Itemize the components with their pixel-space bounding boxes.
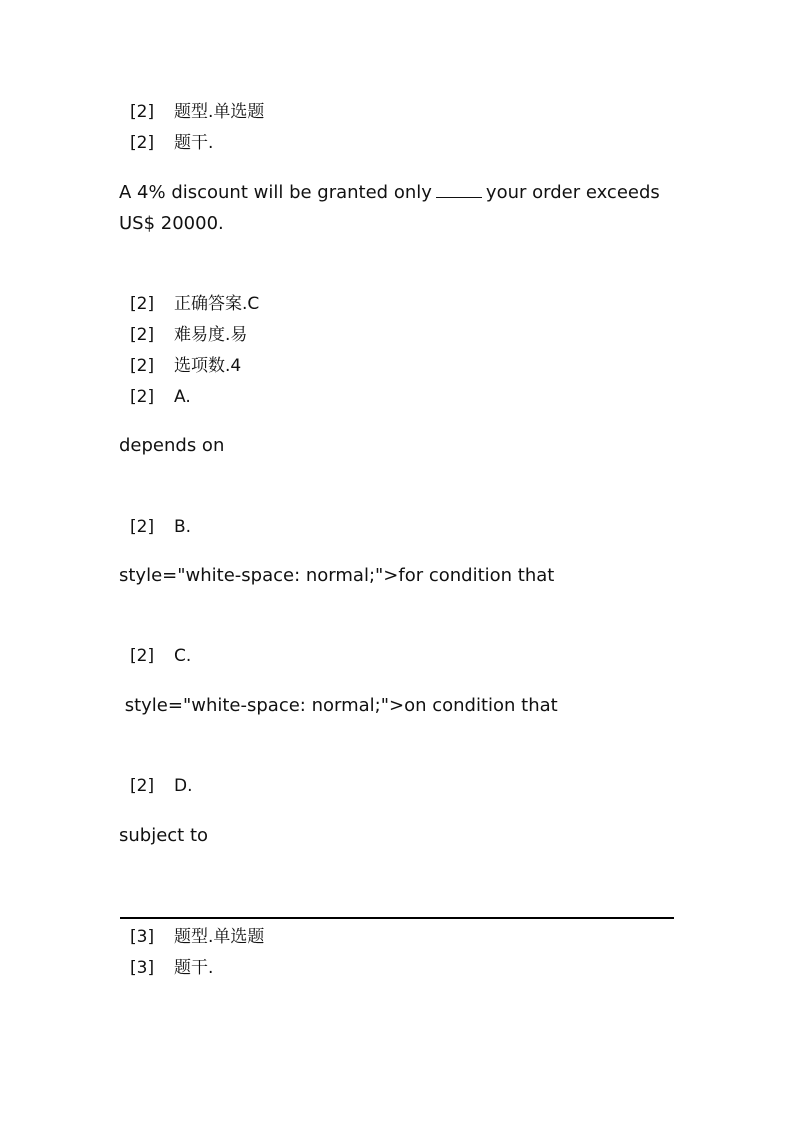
question-divider xyxy=(120,917,674,919)
option-b-number: [2] xyxy=(130,517,155,537)
option-d-text: subject to xyxy=(119,825,209,846)
option-a-label-line xyxy=(130,386,191,408)
option-a-letter: A. xyxy=(174,387,191,407)
q2-stem-part1: A 4% discount will be granted only xyxy=(119,182,432,203)
q2-difficulty-text: 难易度.易 xyxy=(174,325,248,345)
q2-option-count-number: [2] xyxy=(130,356,155,376)
q2-stem-text-line1 xyxy=(119,177,660,208)
option-d-letter: D. xyxy=(174,776,193,796)
option-b-letter: B. xyxy=(174,517,192,537)
q2-stem-line xyxy=(130,132,213,154)
option-d-number: [2] xyxy=(130,776,155,796)
q2-type-text: 题型.单选题 xyxy=(174,102,265,122)
answer-blank xyxy=(436,185,482,198)
option-c-letter: C. xyxy=(174,646,192,666)
q3-type-text: 题型.单选题 xyxy=(174,927,265,947)
q3-type-line xyxy=(130,926,264,948)
option-a-text: depends on xyxy=(119,435,225,456)
option-c-number: [2] xyxy=(130,646,155,666)
q2-answer-number: [2] xyxy=(130,294,155,314)
q2-difficulty-number: [2] xyxy=(130,325,155,345)
q2-option-count-text: 选项数.4 xyxy=(174,356,242,376)
q2-stem-part2: your order exceeds xyxy=(485,182,660,203)
q3-type-number: [3] xyxy=(130,927,155,947)
option-c-text: style="white-space: normal;">on condition that xyxy=(119,695,558,716)
option-d-label-line xyxy=(130,775,193,797)
q2-stem-label: 题干. xyxy=(174,133,214,153)
q2-type-line xyxy=(130,101,264,123)
q3-stem-label: 题干. xyxy=(174,958,214,978)
q2-answer-text: 正确答案.C xyxy=(174,294,260,314)
q2-type-number: [2] xyxy=(130,102,155,122)
q3-stem-line xyxy=(130,957,213,979)
q2-answer-line xyxy=(130,293,259,315)
option-a-number: [2] xyxy=(130,387,155,407)
q2-difficulty-line xyxy=(130,324,247,346)
option-c-label-line xyxy=(130,645,191,667)
q2-option-count-line xyxy=(130,355,241,377)
q3-stem-number: [3] xyxy=(130,958,155,978)
option-b-text: style="white-space: normal;">for condition that xyxy=(119,565,555,586)
option-b-label-line xyxy=(130,516,191,538)
q2-stem-text-line2: US$ 20000. xyxy=(119,213,224,234)
q2-stem-number: [2] xyxy=(130,133,155,153)
